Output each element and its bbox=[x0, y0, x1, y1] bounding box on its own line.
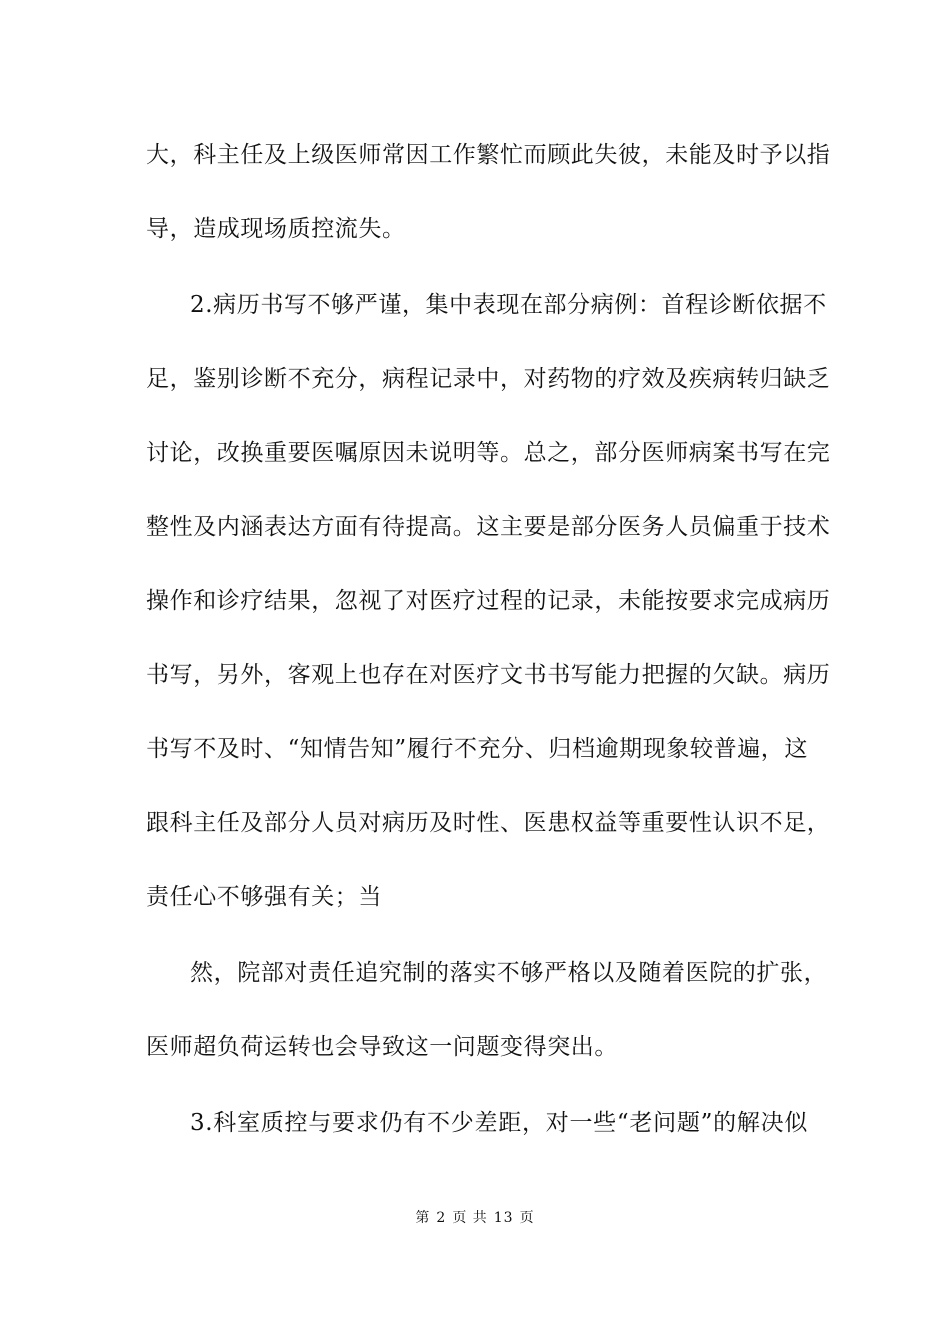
body-text-line: 跟科主任及部分人员对病历及时性、医患权益等重要性认识不足， bbox=[146, 810, 831, 836]
body-text-line: 书写不及时、“知情告知”履行不充分、归档逾期现象较普遍，这 bbox=[146, 736, 808, 762]
page-total-number: 13 bbox=[493, 1210, 514, 1226]
body-text-line: 大，科主任及上级医师常因工作繁忙而顾此失彼，未能及时予以指 bbox=[146, 142, 831, 168]
body-text-line: 医师超负荷运转也会导致这一问题变得突出。 bbox=[146, 1034, 618, 1060]
page-label-suffix: 页 bbox=[519, 1210, 535, 1226]
page-label-mid: 页 共 bbox=[452, 1210, 488, 1226]
page-footer bbox=[0, 1208, 950, 1228]
paragraph-start-line: 然，院部对责任追究制的落实不够严格以及随着医院的扩张， bbox=[190, 960, 828, 986]
paragraph-start-line: 2.病历书写不够严谨，集中表现在部分病例：首程诊断依据不 bbox=[190, 292, 827, 318]
body-text-line: 操作和诊疗结果，忽视了对医疗过程的记录，未能按要求完成病历 bbox=[146, 588, 831, 614]
body-text-line: 足，鉴别诊断不充分，病程记录中，对药物的疗效及疾病转归缺乏 bbox=[146, 366, 831, 392]
body-text-line: 讨论，改换重要医嘱原因未说明等。总之，部分医师病案书写在完 bbox=[146, 440, 831, 466]
body-text-line: 整性及内涵表达方面有待提高。这主要是部分医务人员偏重于技术 bbox=[146, 514, 831, 540]
page-current-number: 2 bbox=[436, 1210, 447, 1226]
body-text-line: 书写，另外，客观上也存在对医疗文书书写能力把握的欠缺。病历 bbox=[146, 662, 831, 688]
body-text-line: 责任心不够强有关；当 bbox=[146, 884, 382, 910]
page-label-prefix: 第 bbox=[415, 1210, 431, 1226]
body-text-line: 导，造成现场质控流失。 bbox=[146, 216, 406, 242]
paragraph-start-line: 3.科室质控与要求仍有不少差距，对一些“老问题”的解决似 bbox=[190, 1110, 808, 1136]
